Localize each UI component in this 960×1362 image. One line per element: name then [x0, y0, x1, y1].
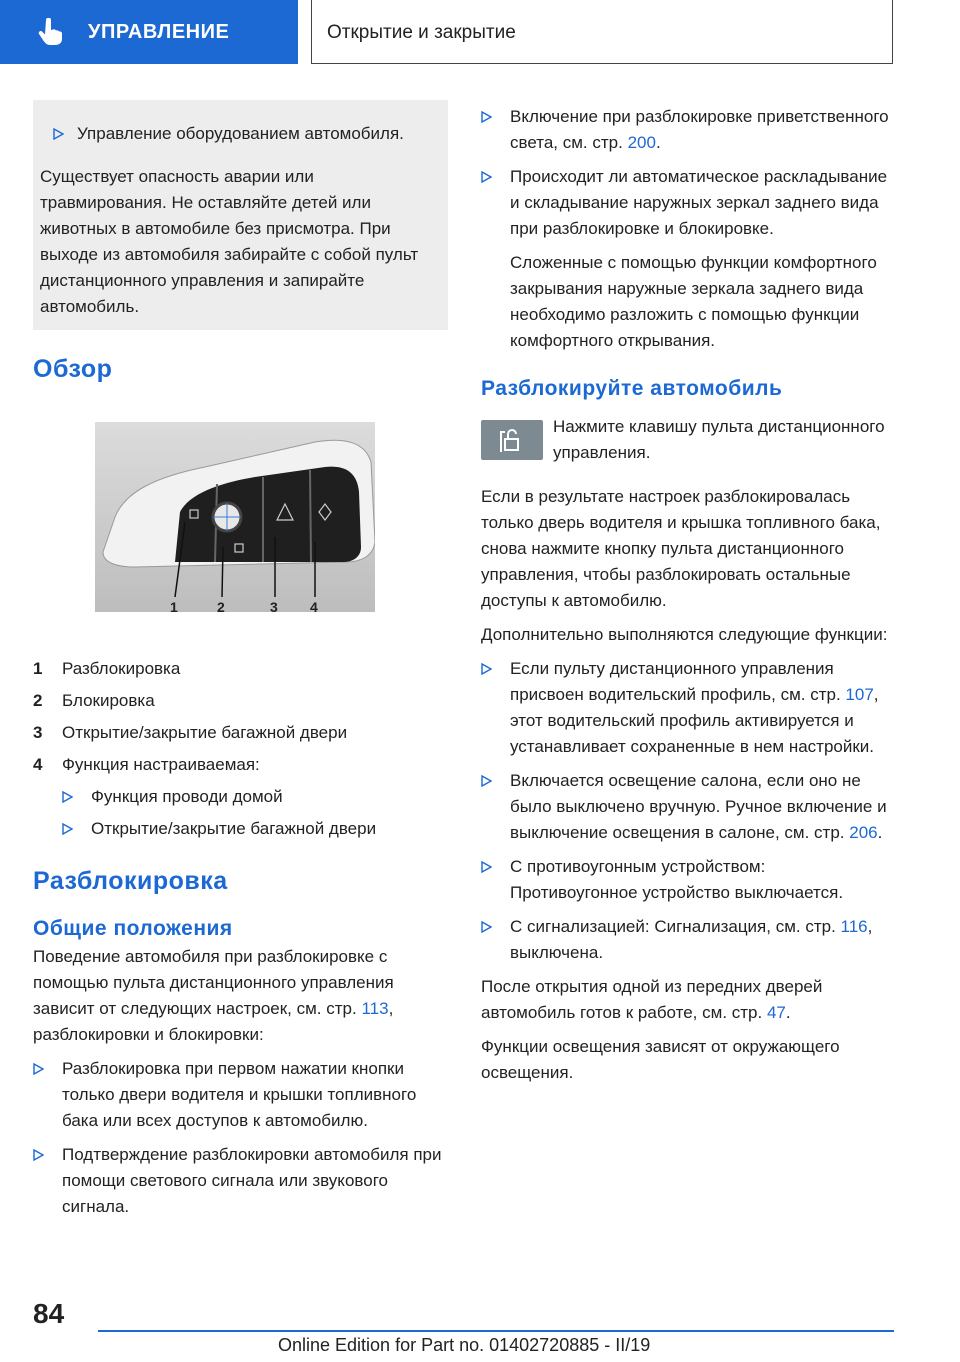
page-link-113[interactable]: 113 — [361, 999, 389, 1018]
warning-bullet — [40, 121, 442, 147]
sub-item — [62, 784, 448, 816]
mirror-note: Сложенные с помощью функции комфортного закрывания наружные зеркала заднего вида необходимо разложить с помощью функции комфортного открывания. — [510, 253, 877, 350]
triangle-bullet-icon — [481, 656, 492, 675]
unlock-button-icon — [481, 420, 543, 460]
page-link-206[interactable]: 206 — [849, 823, 878, 842]
unlock-bullet-text: Происходит ли автоматическое раскладывание и складывание наружных зеркал заднего вида при разблокировке и блокировке. — [510, 167, 888, 238]
item-number: 3 — [33, 723, 43, 742]
triangle-bullet-icon — [481, 854, 492, 873]
unlock-bullet-text: Включение при разблокировке приветственного света, см. стр. 200. — [510, 107, 889, 152]
section-title: УПРАВЛЕНИЕ — [88, 21, 230, 43]
function-bullet — [481, 768, 896, 846]
callout-4: 4 — [310, 599, 318, 615]
triangle-bullet-icon — [53, 121, 64, 140]
triangle-bullet-icon — [33, 1142, 44, 1161]
overview-item — [33, 656, 448, 688]
triangle-bullet-icon — [481, 104, 492, 123]
item-label: Блокировка — [62, 691, 155, 710]
page-link-107[interactable]: 107 — [845, 685, 874, 704]
unlock-car-heading: Разблокируйте автомобиль — [481, 377, 783, 400]
overview-list — [33, 656, 448, 848]
unlock-button-row — [481, 414, 896, 476]
triangle-bullet-icon — [62, 784, 73, 803]
unlock-button-text: Нажмите клавишу пульта дистанционного управления. — [553, 417, 885, 462]
callout-2: 2 — [217, 599, 225, 615]
item-number: 1 — [33, 659, 43, 678]
overview-item — [33, 752, 448, 784]
page-link-200[interactable]: 200 — [627, 133, 656, 152]
unlock-para2: Дополнительно выполняются следующие функции: — [481, 625, 888, 644]
unlock-intro: Поведение автомобиля при разблокировке с помощью пульта дистанционного управления зависит от следующих настроек, см. стр. 113, разблокировки и блокировки: — [33, 947, 394, 1044]
callout-1: 1 — [170, 599, 178, 615]
function-bullet — [481, 656, 896, 760]
item-label: Разблокировка — [62, 659, 181, 678]
page-number: 84 — [33, 1298, 65, 1329]
triangle-bullet-icon — [33, 1056, 44, 1075]
item-label: Функция настраиваемая: — [62, 755, 260, 774]
unlock-para3: После открытия одной из передних дверей автомобиль готов к работе, см. стр. 47. — [481, 977, 823, 1022]
footer-edition: Online Edition for Part no. 01402720885 - II/19 — [278, 1335, 651, 1355]
item-number: 4 — [33, 755, 43, 774]
warning-bullet-text: Управление оборудованием автомобиля. — [77, 124, 404, 143]
sub-item-text: Функция проводи домой — [91, 787, 283, 806]
warning-box — [33, 100, 448, 330]
triangle-bullet-icon — [481, 914, 492, 933]
function-bullet-text: С противоугонным устройством: Противоугонное устройство выключается. — [510, 857, 844, 902]
hand-pointer-icon — [38, 18, 64, 51]
unlock-bullet-text: Разблокировка при первом нажатии кнопки только двери водителя и крышки топливного бака или всех доступов к автомобилю. — [62, 1059, 417, 1130]
callout-3: 3 — [270, 599, 278, 615]
footer-divider — [98, 1330, 894, 1332]
function-bullet-text: Включается освещение салона, если оно не было выключено вручную. Ручное включение и выключение освещения в салоне, см. стр. 206. — [510, 771, 887, 842]
unlock-bullet — [33, 1142, 448, 1220]
unlock-bullet-text: Подтверждение разблокировки автомобиля при помощи светового сигнала или звукового сигнала. — [62, 1145, 442, 1216]
item-number: 2 — [33, 691, 43, 710]
overview-item — [33, 688, 448, 720]
unlock-para1: Если в результате настроек разблокировалась только дверь водителя и крышка топливного бака, снова нажмите кнопку пульта дистанционного управления, чтобы разблокировать остальные доступы к автомобилю. — [481, 487, 881, 610]
sub-item-text: Открытие/закрытие багажной двери — [91, 819, 377, 838]
section-tab[interactable] — [0, 0, 298, 64]
sub-item — [62, 816, 448, 848]
chapter-header — [311, 0, 893, 64]
unlock-heading: Разблокировка — [33, 867, 228, 895]
right-column — [481, 104, 896, 1086]
left-column — [33, 356, 448, 1220]
function-bullet — [481, 914, 896, 966]
unlock-para4: Функции освещения зависят от окружающего освещения. — [481, 1037, 840, 1082]
unlock-bullet — [481, 104, 896, 156]
triangle-bullet-icon — [481, 768, 492, 787]
overview-item — [33, 720, 448, 752]
function-bullet-text: Если пульту дистанционного управления присвоен водительский профиль, см. стр. 107, этот водительский профиль активируется и устанавливает сохраненные в нем настройки. — [510, 659, 879, 756]
chapter-title: Открытие и закрытие — [327, 22, 516, 43]
warning-text: Существует опасность аварии или травмирования. Не оставляйте детей или животных в автомобиле без присмотра. При выходе из автомобиля забирайте с собой пульт дистанционного управления и запирайте автомобиль. — [40, 167, 419, 316]
triangle-bullet-icon — [62, 816, 73, 835]
triangle-bullet-icon — [481, 164, 492, 183]
unlock-bullet — [33, 1056, 448, 1134]
item-label: Открытие/закрытие багажной двери — [62, 723, 348, 742]
key-fob-illustration — [95, 422, 375, 615]
page-link-47[interactable]: 47 — [766, 1003, 786, 1022]
function-bullet — [481, 854, 896, 906]
overview-heading: Обзор — [33, 355, 113, 383]
function-bullet-text: С сигнализацией: Сигнализация, см. стр. 116, выключена. — [510, 917, 873, 962]
unlock-bullet — [481, 164, 896, 354]
general-subheading: Общие положения — [33, 917, 233, 940]
page-link-116[interactable]: 116 — [840, 917, 868, 936]
